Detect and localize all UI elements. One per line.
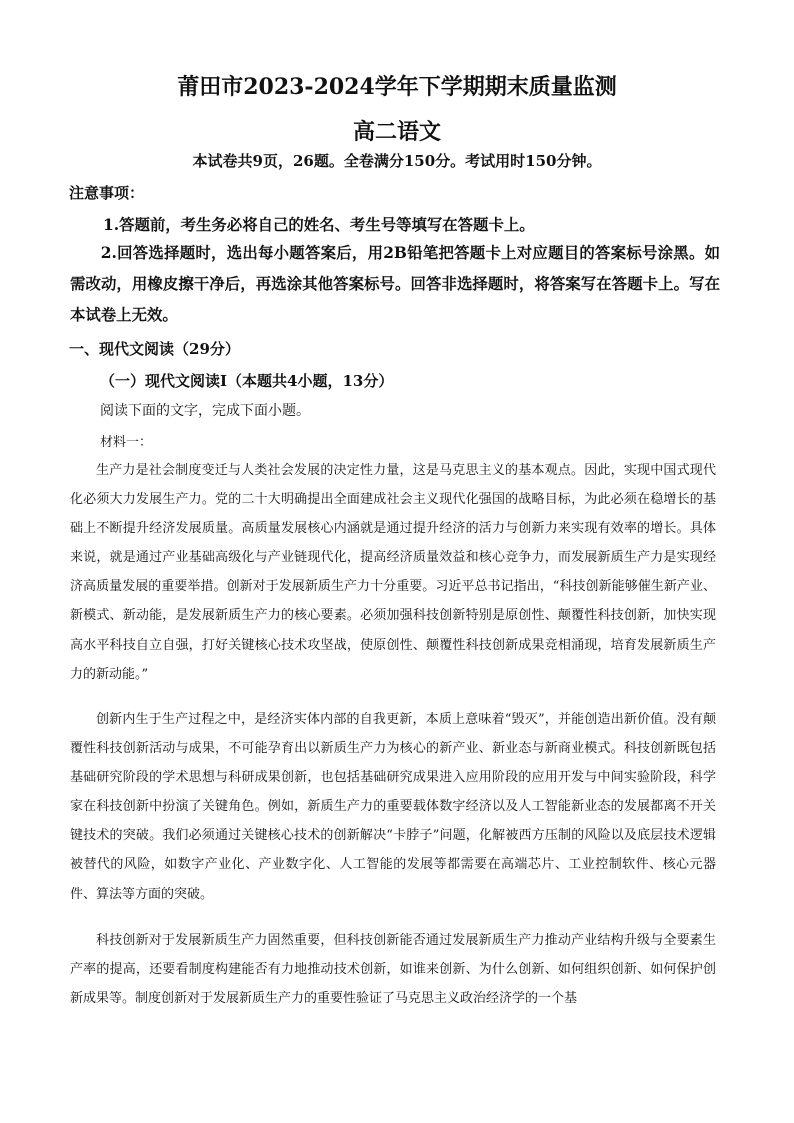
notes-item-2: 2.回答选择题时，选出每小题答案后，用2B铅笔把答题卡上对应题目的答案标号涂黑。如需改动，用橡皮擦干净后，再选涂其他答案标号。回答非选择题时，将答案写在答题卡上。写在本试卷上无效。 bbox=[70, 244, 720, 324]
material-label: 材料一： bbox=[100, 435, 153, 450]
reading-instruction: 阅读下面的文字，完成下面小题。 bbox=[100, 403, 310, 419]
notes-item-1: 1.答题前，考生务必将自己的姓名、考生号等填写在答题卡上。 bbox=[103, 216, 535, 234]
section-heading: 一、现代文阅读（29分） bbox=[69, 340, 240, 358]
passage-paragraph-1: 生产力是社会制度变迁与人类社会发展的决定性力量，这是马克思主义的基本观点。因此，实现中国式现代化必须大力发展生产力。党的二十大明确提出全面建成社会主义现代化强国的战略目标，为此必须在稳增长的基础上不断提升经济发展质量。高质量发展核心内涵就是通过提升经济的活力与创新力来实现有效率的增长。具体来说，就是通过产业基础高级化与产业链现代化，提高经济质量效益和核心竞争力，而发展新质生产力是实现经济高质量发展的重要举措。创新对于发展新质生产力十分重要。习近平总书记指出，“科技创新能够催生新产业、新模式、新动能，是发展新质生产力的核心要素。必须加强科技创新特别是原创性、颠覆性科技创新，加快实现高水平科技自立自强，打好关键核心技术攻坚战，使原创性、颠覆性科技创新成果竞相涌现，培育发展新质生产力的新动能。” bbox=[70, 463, 716, 682]
exam-info: 本试卷共9页，26题。全卷满分150分。考试用时150分钟。 bbox=[192, 152, 602, 170]
exam-subtitle: 高二语文 bbox=[352, 119, 441, 145]
part-heading: （一）现代文阅读Ⅰ（本题共4小题，13分） bbox=[100, 372, 394, 390]
passage-paragraph-2: 创新内生于生产过程之中，是经济实体内部的自我更新，本质上意味着“毁灭”，并能创造出新价值。没有颠覆性科技创新活动与成果，不可能孕育出以新质生产力为核心的新产业、新业态与新商业模式。科技创新既包括基础研究阶段的学术思想与科研成果创新，也包括基础研究成果进入应用阶段的应用开发与中间实验阶段，科学家在科技创新中扮演了关键角色。例如，新质生产力的重要载体数字经济以及人工智能新业态的发展都离不开关键技术的突破。我们必须通过关键核心技术的创新解决“卡脖子”问题，化解被西方压制的风险以及底层技术逻辑被替代的风险，如数字产业化、产业数字化、人工智能的发展等都需要在高端芯片、工业控制软件、核心元器件、算法等方面的突破。 bbox=[70, 712, 716, 902]
passage-paragraph-3: 科技创新对于发展新质生产力固然重要，但科技创新能否通过发展新质生产力推动产业结构升级与全要素生产率的提高，还要看制度构建能否有力地推动技术创新，如谁来创新、为什么创新、如何组织创新、如何保护创新成果等。制度创新对于发展新质生产力的重要性验证了马克思主义政治经济学的一个基 bbox=[70, 933, 716, 1007]
exam-title: 莆田市2023-2024学年下学期期末质量监测 bbox=[177, 74, 617, 100]
notes-heading: 注意事项： bbox=[69, 184, 145, 202]
